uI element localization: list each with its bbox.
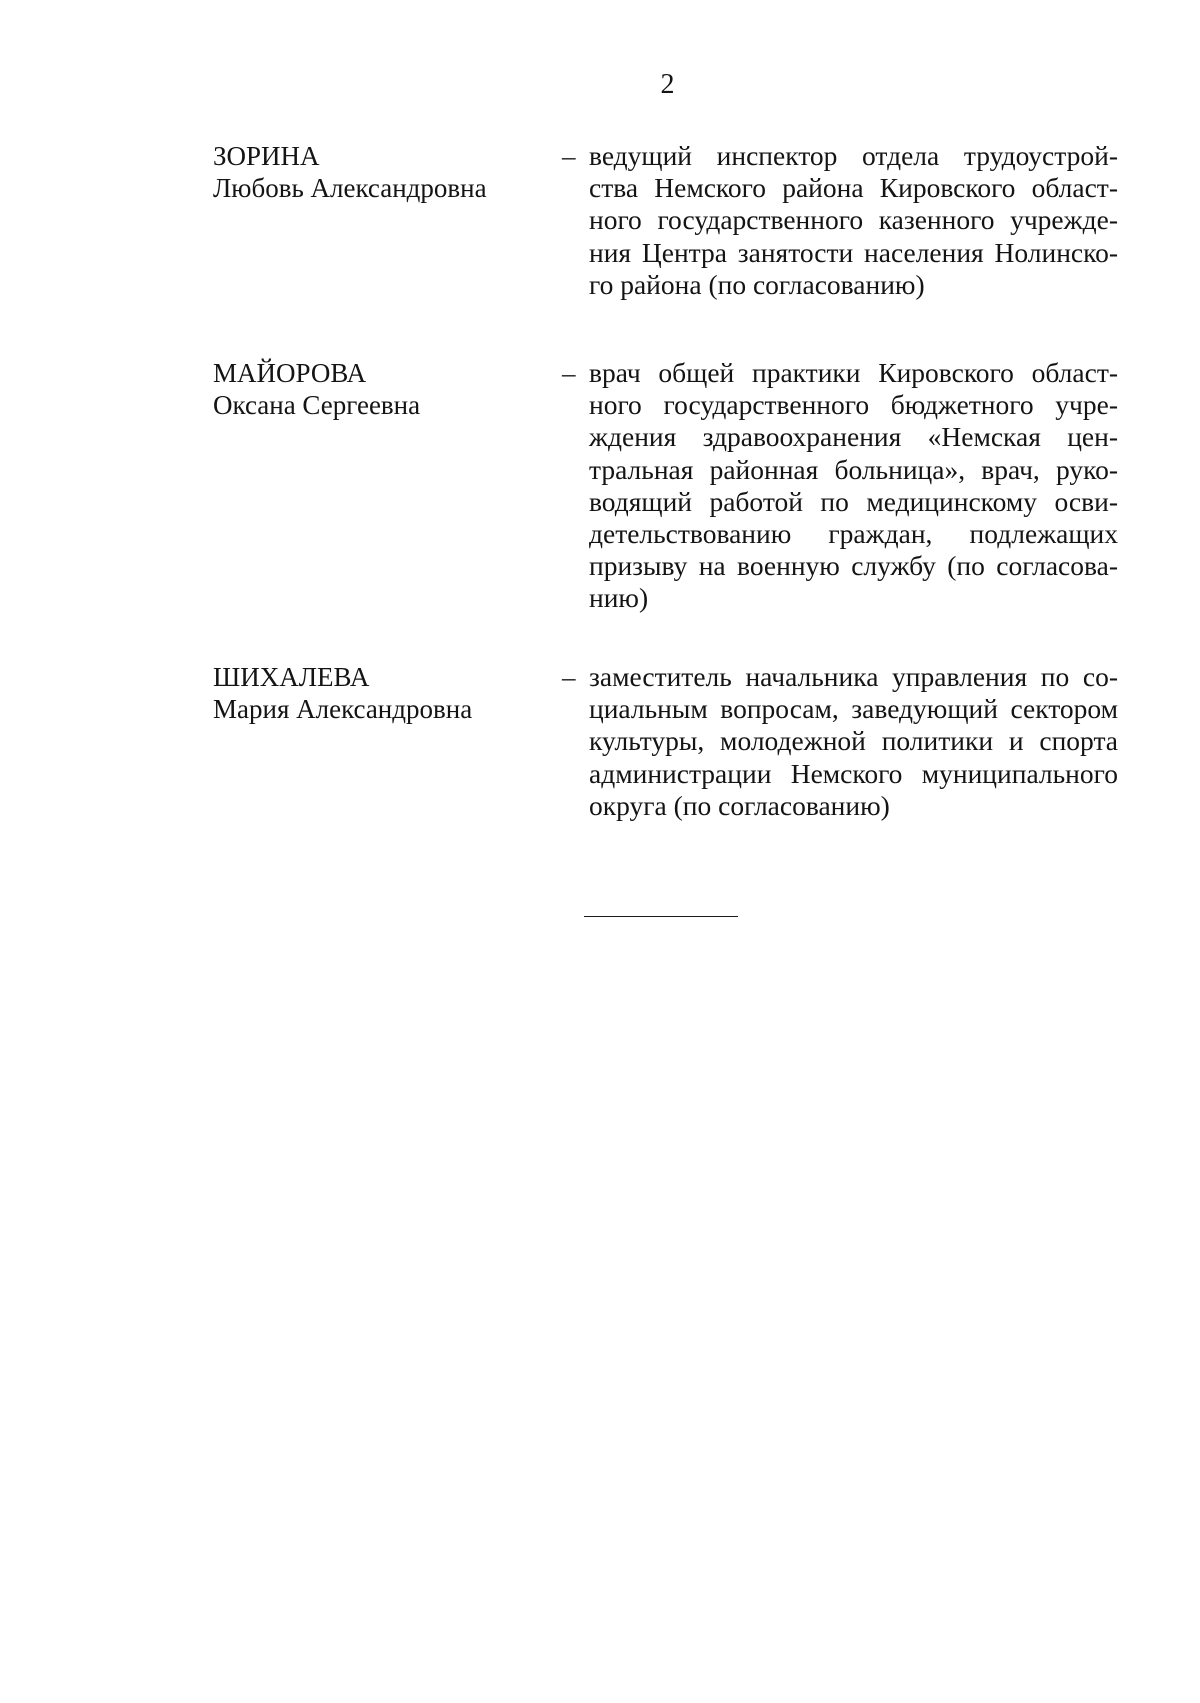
role-line: ведущий инспектор отдела трудоустрой- (589, 140, 1118, 171)
dash-separator: – (562, 358, 576, 388)
role-line: ждения здравоохранения «Немская цен- (589, 421, 1118, 453)
member-role (589, 357, 1118, 615)
member-given-names: Мария Александровна (213, 694, 473, 724)
member-role (589, 140, 1118, 301)
dash-separator: – (562, 662, 576, 692)
member-surname: МАЙОРОВА (213, 358, 367, 388)
dash-separator: – (562, 141, 576, 171)
member-surname: ЗОРИНА (213, 141, 320, 171)
role-line: нию) (589, 582, 649, 614)
role-line: ства Немского района Кировского област- (589, 172, 1118, 204)
member-surname: ШИХАЛЕВА (213, 662, 370, 692)
role-line: администрации Немского муниципального (589, 757, 1118, 789)
role-line: врач общей практики Кировского област- (589, 357, 1118, 388)
role-line: детельствованию граждан, подлежащих (589, 518, 1118, 550)
role-line: округа (по согласованию) (589, 789, 890, 821)
role-line: водящий работой по медицинскому осви- (589, 485, 1118, 517)
role-line: тральная районная больница», врач, руко- (589, 453, 1118, 485)
member-given-names: Оксана Сергеевна (213, 390, 421, 420)
closing-rule (584, 916, 738, 917)
role-line: циальным вопросам, заведующий сектором (589, 693, 1118, 725)
role-line: ного государственного бюджетного учре- (589, 389, 1118, 421)
role-line: го района (по согласованию) (589, 268, 925, 300)
role-line: заместитель начальника управления по со- (589, 661, 1118, 692)
member-given-names: Любовь Александровна (213, 173, 487, 203)
role-line: ния Центра занятости населения Нолинско- (589, 236, 1118, 268)
role-line: ного государственного казенного учрежде- (589, 204, 1118, 236)
member-role (589, 661, 1118, 822)
role-line: культуры, молодежной политики и спорта (589, 725, 1118, 757)
role-line: призыву на военную службу (по согласова- (589, 550, 1118, 582)
page-number: 2 (660, 69, 675, 100)
